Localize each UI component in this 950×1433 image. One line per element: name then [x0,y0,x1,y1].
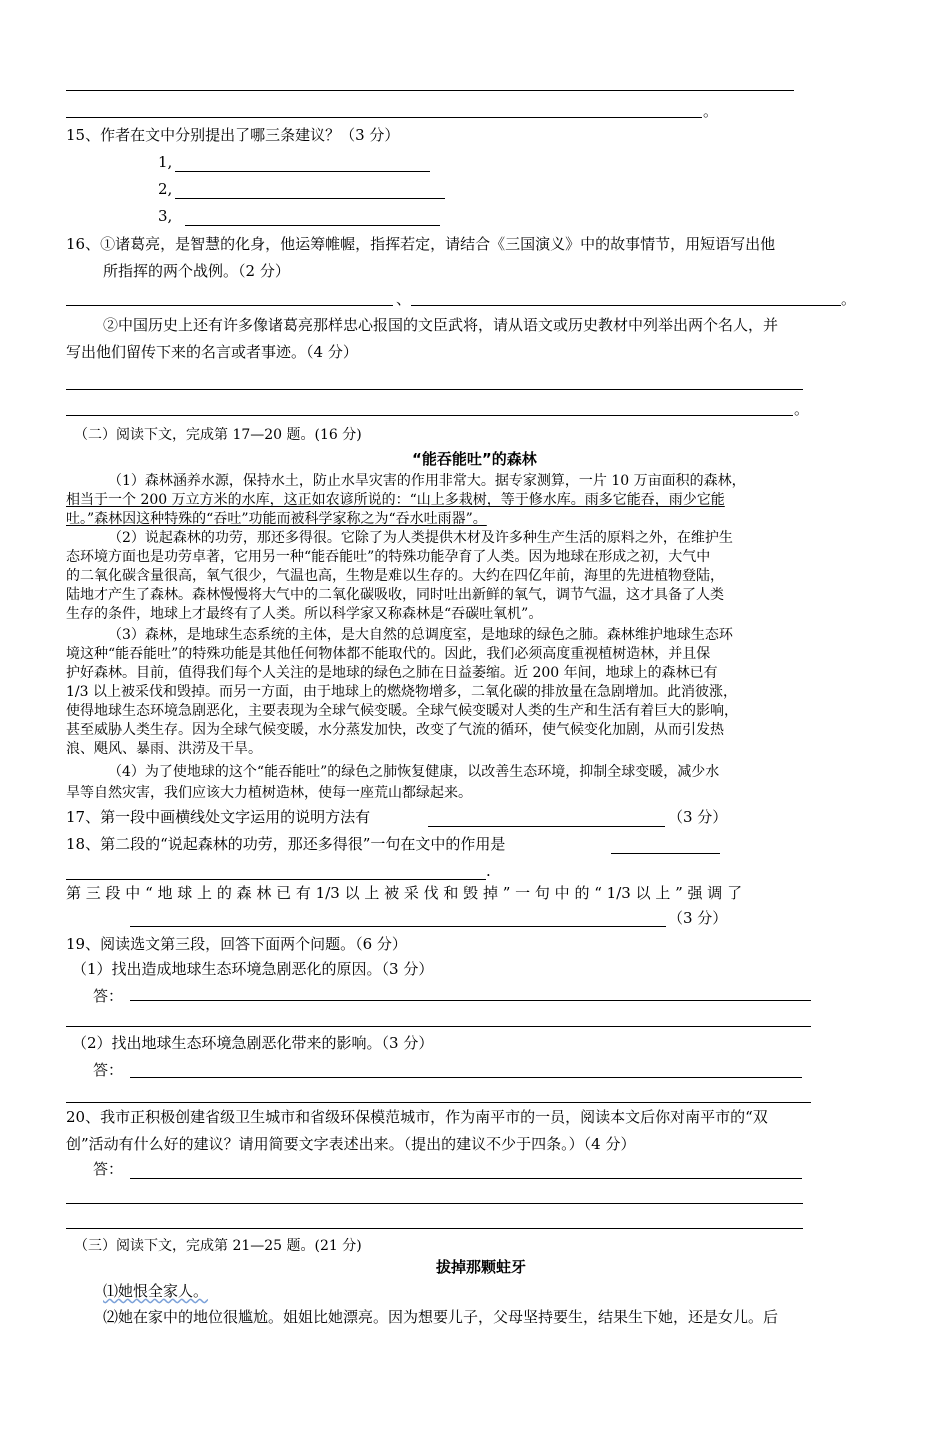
answer-line [428,826,665,827]
question-16-line2: 所指挥的两个战例。（2 分） [103,262,290,280]
answer-line [130,1000,811,1001]
answer-line [66,1026,811,1027]
answer-line [175,198,445,199]
question-20-line1: 20、我市正积极创建省级卫生城市和省级环保模范城市，作为南平市的一员，阅读本文后你对南平市的“双 [66,1108,768,1126]
answer-line [66,117,702,118]
passage-p2-line: 生存的条件，地球上才最终有了人类。所以科学家又称森林是“吞碳吐氧机”。 [66,606,543,622]
answer-label: 答： [93,1061,124,1079]
answer-line [66,1102,811,1103]
passage-title: 拔掉那颗蛀牙 [436,1258,527,1276]
answer-line [66,415,793,416]
period: 。 [794,400,810,418]
passage-paragraph [103,1284,208,1299]
answer-line [611,853,720,854]
passage-p2-line: （2）说起森林的功劳，那还多得很。它除了为人类提供木材及许多种生产生活的原料之外，在维护生 [108,530,733,546]
answer-line [175,171,430,172]
passage-p1-line: （1）森林涵养水源，保持水土，防止水旱灾害的作用非常大。据专家测算，一片 10 万亩面积的森林， [108,473,746,489]
passage-p2-line: 陆地才产生了森林。森林慢慢将大气中的二氧化碳吸收，同时吐出新鲜的氧气，调节气温，这才具备了人类 [66,587,724,603]
passage-p3-line: 浪、飓风、暴雨、洪涝及干旱。 [66,741,262,757]
period: 。 [841,290,857,308]
passage-p4-line: 旱等自然灾害，我们应该大力植树造林，使每一座荒山都绿起来。 [66,785,472,801]
answer-line [130,1178,802,1179]
score: （3 分） [668,808,728,826]
passage-p2-line: 的二氧化碳含量很高，氧气很少，气温也高，生物是难以生存的。大约在四亿年前，海里的先进植物登陆， [66,568,724,584]
question-18: 18、第二段的“说起森林的功劳，那还多得很”一句在文中的作用是 [66,835,506,853]
passage-paragraph: ⑵她在家中的地位很尴尬。姐姐比她漂亮。因为想要儿子，父母坚持要生，结果生下她，还是女儿。后 [103,1308,779,1326]
question-16-part2-line1: ②中国历史上还有许多像诸葛亮那样忠心报国的文臣武将，请从语文或历史教材中列举出两个名人，并 [103,316,779,334]
q15-item-2: 2, [158,180,173,198]
answer-line [130,1077,802,1078]
question-19-sub1: （1）找出造成地球生态环境急剧恶化的原因。（3 分） [72,960,434,978]
passage-title: “能吞能吐”的森林 [412,450,537,468]
passage-p3-line: 1/3 以上被采伐和毁掉。而另一方面，由于地球上的燃烧物增多，二氧化碳的排放量在急剧增加。此消彼涨， [66,684,737,700]
question-18-part2: 第 三 段 中 “ 地 球 上 的 森 林 已 有 1/3 以 上 被 采 伐 和 毁 掉 ” 一 句 中 的 “ 1/3 以 上 ” 强 调 了 [66,884,743,902]
answer-label: 答： [93,987,124,1005]
question-19: 19、阅读选文第三段，回答下面两个问题。（6 分） [66,935,407,953]
answer-line [66,90,794,91]
separator: 、 [396,290,412,308]
answer-line [66,389,803,390]
question-16-line1: 16、①诸葛亮，是智慧的化身，他运筹帷幄，指挥若定，请结合《三国演义》中的故事情节，用短语写出他 [66,235,776,253]
q15-item-3: 3, [158,207,173,225]
passage-p3-line: 护好森林。目前，值得我们每个人关注的是地球的绿色之肺在日益萎缩。近 200 年间，地球上的森林已有 [66,665,718,681]
question-15: 15、作者在文中分别提出了哪三条建议？（3 分） [66,126,400,144]
answer-line [66,305,393,306]
answer-line [411,305,841,306]
passage-p3-line: 甚至威胁人类生存。因为全球气候变暖，水分蒸发加快，改变了气流的循环，使气候变化加剧，从而引发热 [66,722,724,738]
answer-line [130,926,666,927]
question-19-sub2: （2）找出地球生态环境急剧恶化带来的影响。（3 分） [72,1034,434,1052]
passage-p3-line: 使得地球生态环境急剧恶化，主要表现为全球气候变暖。全球气候变暖对人类的生产和生活有着巨大的影响， [66,703,738,719]
answer-label: 答： [93,1160,124,1178]
passage-p3-line: 境这种“能吞能吐”的特殊功能是其他任何物体都不能取代的。因此，我们必须高度重视植树造林，并且保 [66,646,711,662]
period: 。 [703,102,719,120]
section-2-header: （二）阅读下文，完成第 17—20 题。(16 分) [74,427,362,443]
answer-line [66,1203,803,1204]
passage-p1-line: 吐。”森林因这种特殊的“吞吐”功能而被科学家称之为“吞水吐雨器”。 [66,511,487,527]
answer-line [66,879,486,880]
passage-p3-line: （3）森林，是地球生态系统的主体，是大自然的总调度室，是地球的绿色之肺。森林维护地球生态环 [108,627,733,643]
passage-p2-line: 态环境方面也是功劳卓著，它用另一种“能吞能吐”的特殊功能孕育了人类。因为地球在形成之初，大气中 [66,549,711,565]
q15-item-1: 1, [158,153,173,171]
question-20-line2: 创”活动有什么好的建议？请用简要文字表述出来。（提出的建议不少于四条。）（4 分） [66,1135,636,1153]
question-17: 17、第一段中画横线处文字运用的说明方法有 [66,808,371,826]
answer-line [66,1228,803,1229]
passage-p4-line: （4）为了使地球的这个“能吞能吐”的绿色之肺恢复健康，以改善生态环境，抑制全球变暖，减少水 [108,764,720,780]
period: . [486,862,491,880]
answer-line [185,225,440,226]
passage-paragraph-text: ⑴她恨全家人。 [103,1282,209,1300]
question-16-part2-line2: 写出他们留传下来的名言或者事迹。（4 分） [66,343,358,361]
section-3-header: （三）阅读下文，完成第 21—25 题。(21 分) [74,1238,362,1254]
passage-p1-line: 相当于一个 200 万立方米的水库，这正如农谚所说的：“山上多栽树，等于修水库。雨多它能吞，雨少它能 [66,492,725,508]
score: （3 分） [668,909,728,927]
